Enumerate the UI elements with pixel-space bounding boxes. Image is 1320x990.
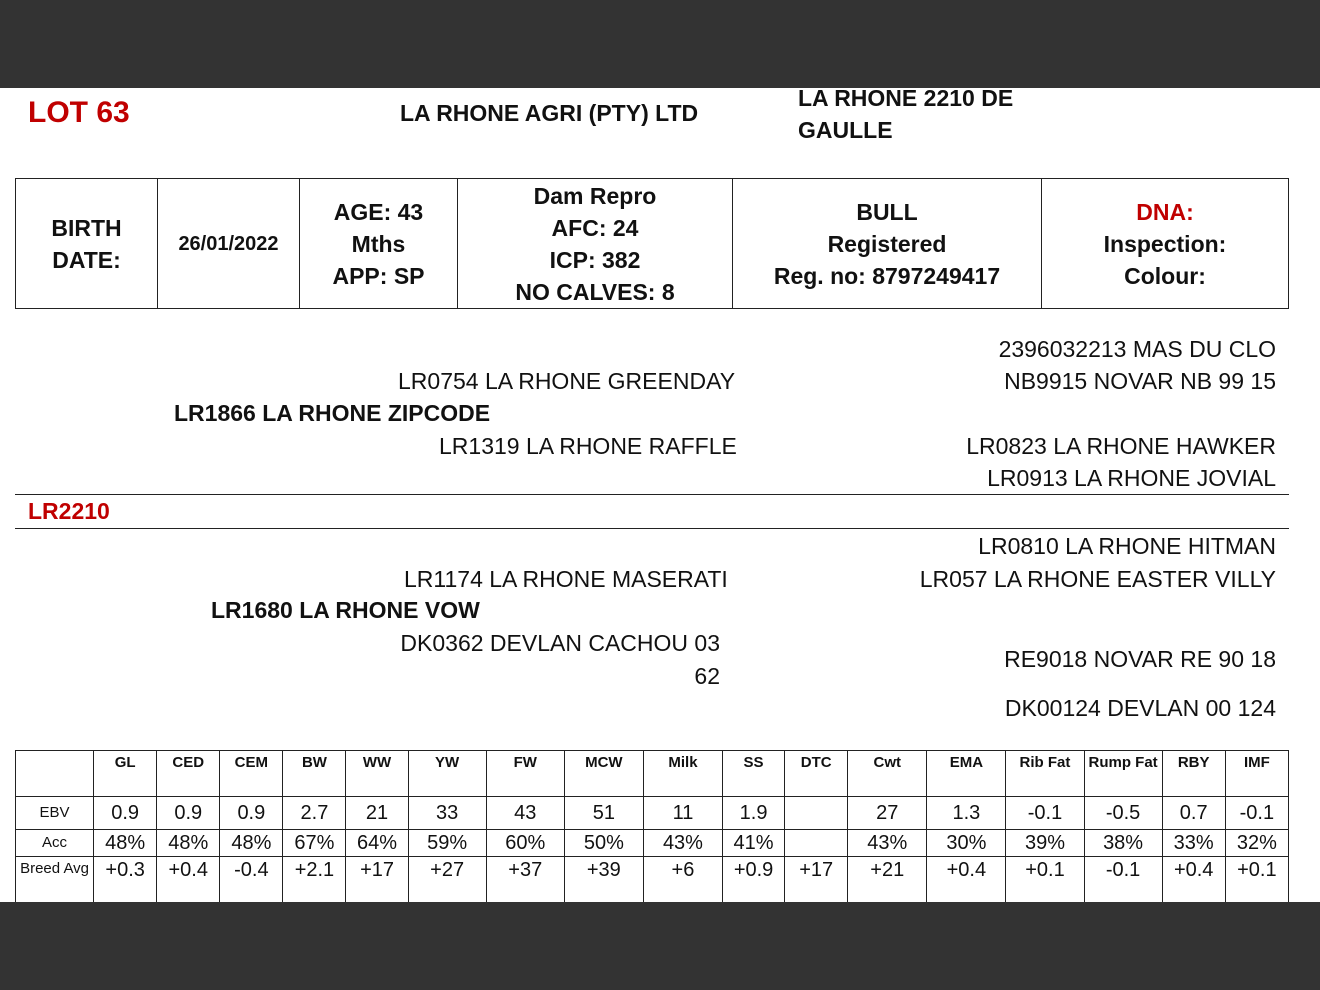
dam-dam-dam: DK00124 DEVLAN 00 124 <box>1004 695 1276 721</box>
ebv-column-header: CEM <box>220 751 283 797</box>
ebv-cell: 51 <box>564 797 643 830</box>
ebv-row-label: Breed Avg <box>16 857 94 903</box>
ebv-cell: 33 <box>408 797 486 830</box>
ebv-cell: +0.9 <box>723 857 785 903</box>
divider-top <box>15 494 1289 495</box>
ebv-cell: 67% <box>283 830 346 857</box>
dam-repro-cell <box>458 179 733 308</box>
ebv-cell: +27 <box>408 857 486 903</box>
ebv-cell: 21 <box>346 797 408 830</box>
ebv-cell: 11 <box>643 797 722 830</box>
catalogue-page <box>0 88 1320 902</box>
ebv-cell: 43% <box>643 830 722 857</box>
ebv-column-header: CED <box>157 751 220 797</box>
ebv-cell: +2.1 <box>283 857 346 903</box>
birth-label-line2: DATE: <box>52 246 121 273</box>
ebv-row <box>16 797 1289 830</box>
acc-row <box>16 830 1289 857</box>
sire-sire-sire: 2396032213 MAS DU CLO <box>998 336 1276 362</box>
ebv-cell: 0.9 <box>157 797 220 830</box>
sire-dam-sire: LR0823 LA RHONE HAWKER <box>966 433 1276 459</box>
ebv-column-header: RBY <box>1162 751 1225 797</box>
ebv-cell: 48% <box>157 830 220 857</box>
birth-date-label-cell <box>16 179 158 308</box>
age-cell <box>300 179 458 308</box>
dna-label: DNA: <box>1136 198 1194 225</box>
animal-info-box <box>15 178 1289 309</box>
ebv-column-header: Rump Fat <box>1084 751 1162 797</box>
age-unit: Mths <box>351 230 406 257</box>
ebv-column-header: IMF <box>1225 751 1288 797</box>
dam-dam-line2: 62 <box>694 663 720 689</box>
birth-label-line1: BIRTH <box>51 214 122 241</box>
ebv-cell: 0.9 <box>220 797 283 830</box>
status-value: Registered <box>827 230 947 257</box>
sire-dam: LR1319 LA RHONE RAFFLE <box>439 433 737 459</box>
afc-value: AFC: 24 <box>551 214 639 241</box>
sire: LR1866 LA RHONE ZIPCODE <box>174 400 491 426</box>
divider-bottom <box>15 528 1289 529</box>
reg-no-value: Reg. no: 8797249417 <box>773 262 1001 289</box>
ebv-column-header: GL <box>94 751 157 797</box>
ebv-row-label: Acc <box>16 830 94 857</box>
ebv-column-header: MCW <box>564 751 643 797</box>
ebv-cell: 1.3 <box>927 797 1006 830</box>
ebv-cell: 43 <box>486 797 564 830</box>
ebv-column-header: Rib Fat <box>1006 751 1084 797</box>
ebv-cell: 43% <box>848 830 927 857</box>
ebv-cell: 1.9 <box>723 797 785 830</box>
ebv-cell: +37 <box>486 857 564 903</box>
ebv-column-header: Milk <box>643 751 722 797</box>
ebv-cell: 30% <box>927 830 1006 857</box>
ebv-cell: +21 <box>848 857 927 903</box>
ebv-cell: -0.1 <box>1006 797 1084 830</box>
ebv-cell: +17 <box>785 857 848 903</box>
app-value: APP: SP <box>332 262 425 289</box>
ebv-cell: +6 <box>643 857 722 903</box>
ebv-corner-cell <box>16 751 94 797</box>
ebv-cell: 2.7 <box>283 797 346 830</box>
dam-sire-dam: LR057 LA RHONE EASTER VILLY <box>919 566 1276 592</box>
inspection-label: Inspection: <box>1103 230 1227 257</box>
birth-date-cell <box>158 179 300 308</box>
dam: LR1680 LA RHONE VOW <box>211 597 480 623</box>
ebv-header-row <box>16 751 1289 797</box>
ebv-cell: 48% <box>94 830 157 857</box>
ebv-cell: -0.1 <box>1084 857 1162 903</box>
dam-dam-sire: RE9018 NOVAR RE 90 18 <box>1004 646 1276 672</box>
ebv-cell: 50% <box>564 830 643 857</box>
ebv-cell: 38% <box>1084 830 1162 857</box>
ebv-column-header: SS <box>723 751 785 797</box>
ebv-cell: 60% <box>486 830 564 857</box>
ebv-cell: +39 <box>564 857 643 903</box>
ebv-cell: +0.1 <box>1225 857 1288 903</box>
registration-cell <box>733 179 1042 308</box>
ebv-column-header: FW <box>486 751 564 797</box>
ebv-cell: 39% <box>1006 830 1084 857</box>
dam-sire: LR1174 LA RHONE MASERATI <box>404 566 728 592</box>
ebv-column-header: YW <box>408 751 486 797</box>
dam-repro-label: Dam Repro <box>533 182 657 209</box>
icp-value: ICP: 382 <box>549 246 641 273</box>
ebv-cell: 64% <box>346 830 408 857</box>
ebv-cell: +0.4 <box>157 857 220 903</box>
ebv-column-header: EMA <box>927 751 1006 797</box>
sire-sire: LR0754 LA RHONE GREENDAY <box>398 368 736 394</box>
ebv-cell: 0.7 <box>1162 797 1225 830</box>
ebv-column-header: Cwt <box>848 751 927 797</box>
ebv-cell <box>785 830 848 857</box>
ebv-cell: -0.4 <box>220 857 283 903</box>
colour-label: Colour: <box>1124 262 1206 289</box>
ebv-cell <box>785 797 848 830</box>
ebv-cell: +0.4 <box>927 857 1006 903</box>
dam-dam-line1: DK0362 DEVLAN CACHOU 03 <box>400 630 720 656</box>
ebv-table <box>15 750 1289 902</box>
ebv-column-header: DTC <box>785 751 848 797</box>
ebv-cell: +0.1 <box>1006 857 1084 903</box>
dna-cell <box>1042 179 1288 308</box>
ebv-column-header: WW <box>346 751 408 797</box>
age-value: AGE: 43 <box>333 198 424 225</box>
ebv-cell: +17 <box>346 857 408 903</box>
ebv-cell: 59% <box>408 830 486 857</box>
ebv-column-header: BW <box>283 751 346 797</box>
sire-dam-dam: LR0913 LA RHONE JOVIAL <box>987 465 1276 491</box>
seller-name: LA RHONE AGRI (PTY) LTD <box>400 100 699 126</box>
ebv-cell: 32% <box>1225 830 1288 857</box>
ebv-cell: 27 <box>848 797 927 830</box>
sex-value: BULL <box>856 198 918 225</box>
animal-name: LA RHONE 2210 DE GAULLE <box>798 88 1014 143</box>
breed-avg-row <box>16 857 1289 903</box>
dam-sire-sire: LR0810 LA RHONE HITMAN <box>978 533 1276 559</box>
ebv-cell: 41% <box>723 830 785 857</box>
animal-identity: LR2210 <box>28 498 110 524</box>
birth-date-value: 26/01/2022 <box>178 232 279 255</box>
ebv-cell: -0.5 <box>1084 797 1162 830</box>
ebv-cell: 48% <box>220 830 283 857</box>
ebv-cell: +0.4 <box>1162 857 1225 903</box>
ebv-row-label: EBV <box>16 797 94 830</box>
ebv-cell: 0.9 <box>94 797 157 830</box>
no-calves-value: NO CALVES: 8 <box>515 278 675 305</box>
sire-sire-dam: NB9915 NOVAR NB 99 15 <box>1004 368 1276 394</box>
ebv-cell: +0.3 <box>94 857 157 903</box>
lot-number: LOT 63 <box>28 96 130 129</box>
ebv-cell: 33% <box>1162 830 1225 857</box>
ebv-cell: -0.1 <box>1225 797 1288 830</box>
